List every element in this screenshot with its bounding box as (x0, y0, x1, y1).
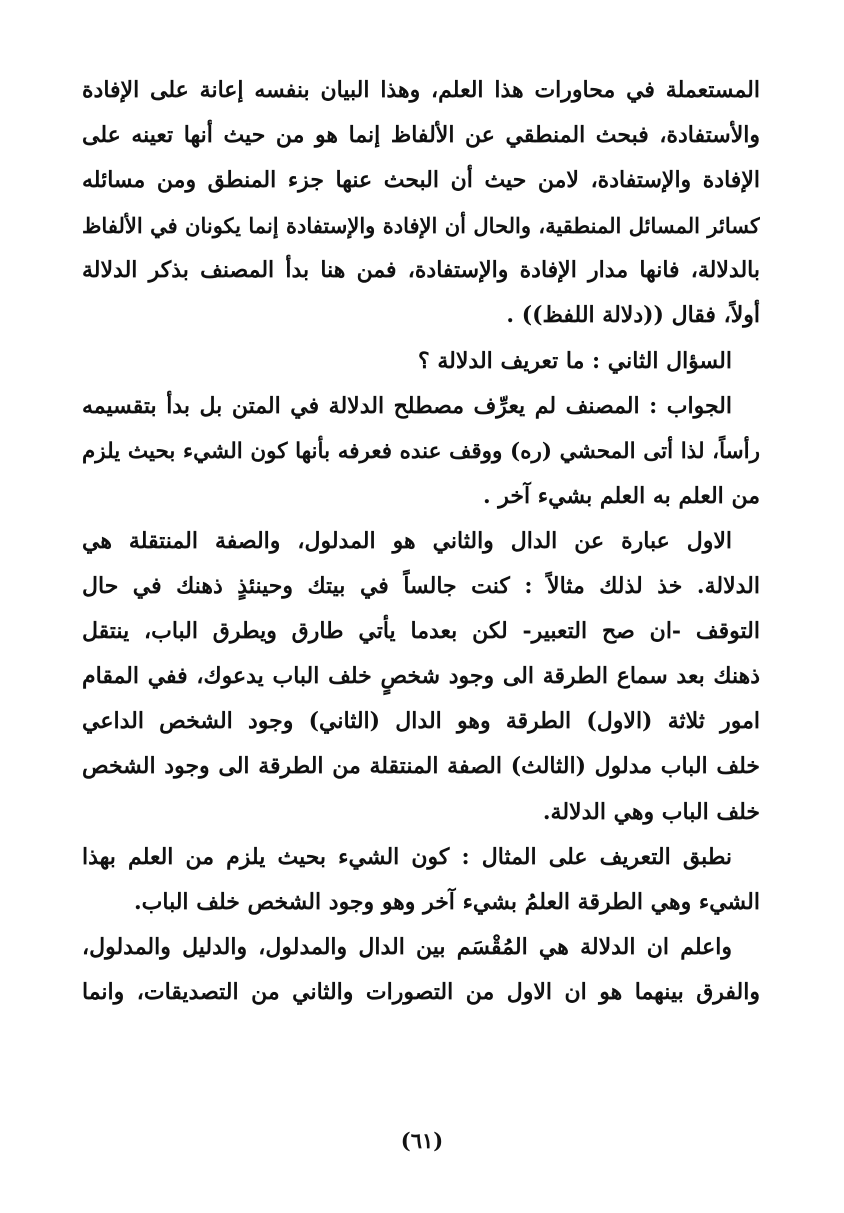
page-number: (٦١) (400, 1128, 444, 1153)
text-line: خلف الباب وهي الدلالة. (542, 798, 760, 825)
answer-line: الجواب : المصنف لم يعرِّف مصطلح الدلالة في المتن بل بدأ بتقسيمه (82, 392, 732, 419)
text-line: الإفادة والإستفادة، لامن حيث أن البحث عنها جزء المنطق ومن مسائله (82, 167, 760, 194)
text-line: واعلم ان الدلالة هي المُقْسَم بين الدال والمدلول، والدليل والمدلول، (82, 933, 732, 960)
text-line: الاول عبارة عن الدال والثاني هو المدلول، والصفة المنتقلة هي (82, 527, 732, 554)
question-heading: السؤال الثاني : ما تعريف الدلالة ؟ (418, 347, 732, 374)
text-line: بالدلالة، فانها مدار الإفادة والإستفادة، فمن هنا بدأ المصنف بذكر الدلالة (82, 257, 760, 284)
text-line: رأساً، لذا أتى المحشي (ره) ووقف عنده فعرفه بأنها كون الشيء بحيث يلزم (82, 438, 760, 464)
text-line: والفرق بينهما هو ان الاول من التصورات والثاني من التصديقات، وانما (82, 978, 760, 1005)
text-line: نطبق التعريف على المثال : كون الشيء بحيث يلزم من العلم بهذا (82, 843, 732, 870)
body-text (82, 68, 760, 1015)
text-line: من العلم به العلم بشيء آخر . (482, 482, 760, 509)
text-line: الدلالة. خذ لذلك مثالاً : كنت جالساً في بيتك وحينئذٍ ذهنك في حال (82, 573, 760, 600)
text-line: الشيء وهي الطرقة العلمُ بشيء آخر وهو وجود الشخص خلف الباب. (134, 888, 760, 915)
text-line: امور ثلاثة (الاول) الطرقة وهو الدال (الثاني) وجود الشخص الداعي (82, 708, 760, 735)
text-line: التوقف -ان صح التعبير- لكن بعدما يأتي طارق ويطرق الباب، ينتقل (82, 618, 760, 645)
text-line: كسائر المسائل المنطقية، والحال أن الإفادة والإستفادة إنما يكونان في الألفاظ (82, 213, 760, 239)
text-line: والأستفادة، فبحث المنطقي عن الألفاظ إنما هو من حيث أنها تعينه على (82, 122, 760, 149)
text-line: أولاً، فقال ((دلالة اللفظ)) . (506, 302, 760, 329)
text-line: المستعملة في محاورات هذا العلم، وهذا البيان بنفسه إعانة على الإفادة (82, 77, 760, 103)
text-line: ذهنك بعد سماع الطرقة الى وجود شخصٍ خلف الباب يدعوك، ففي المقام (82, 663, 760, 690)
text-line: خلف الباب مدلول (الثالث) الصفة المنتقلة من الطرقة الى وجود الشخص (82, 753, 760, 780)
